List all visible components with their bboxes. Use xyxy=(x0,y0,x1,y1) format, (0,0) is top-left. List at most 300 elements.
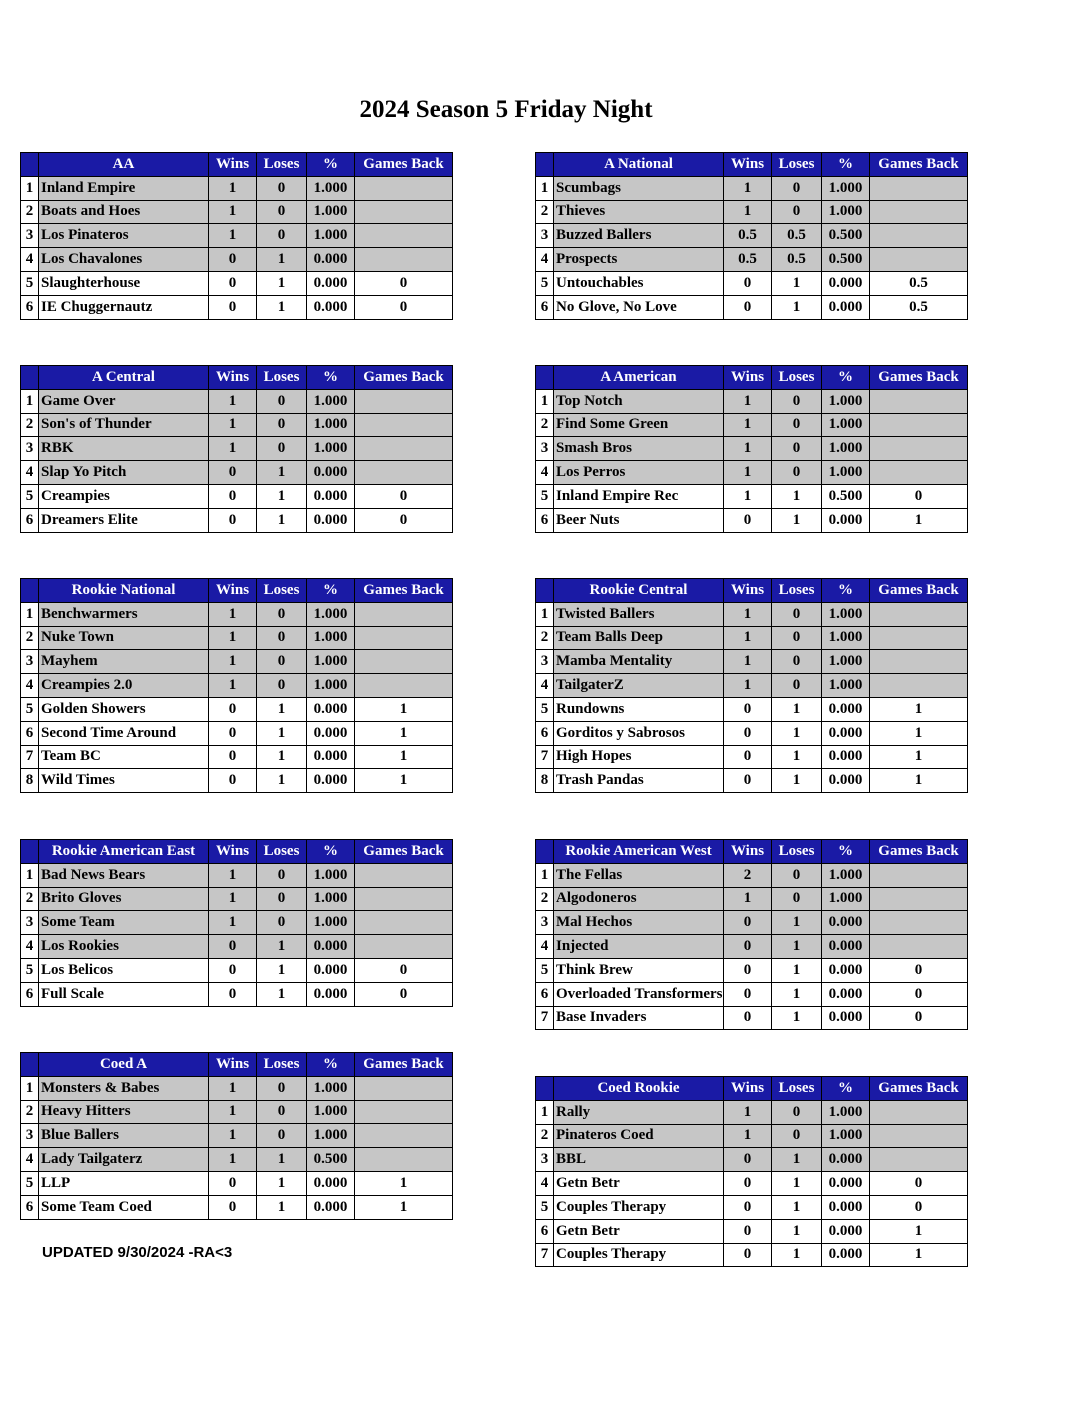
games-back-header: Games Back xyxy=(870,840,968,864)
wins-cell: 0 xyxy=(209,745,257,769)
standings-table-coed-rookie xyxy=(535,1076,968,1267)
pct-header: % xyxy=(307,579,355,603)
loses-cell: 1 xyxy=(257,697,307,721)
pct-cell: 1.000 xyxy=(307,602,355,626)
games-back-cell: 1 xyxy=(355,697,453,721)
loses-cell: 0 xyxy=(257,602,307,626)
rank-cell: 5 xyxy=(21,271,39,295)
loses-cell: 1 xyxy=(772,982,822,1006)
table-row xyxy=(21,935,453,959)
wins-cell: 0 xyxy=(724,1243,772,1267)
games-back-cell: 1 xyxy=(870,769,968,793)
wins-cell: 0 xyxy=(209,697,257,721)
loses-cell: 0 xyxy=(772,1100,822,1124)
loses-cell: 1 xyxy=(772,1006,822,1030)
pct-cell: 0.000 xyxy=(822,769,870,793)
team-name: Lady Tailgaterz xyxy=(39,1148,209,1172)
team-name: Gorditos y Sabrosos xyxy=(554,721,724,745)
table-row xyxy=(536,1172,968,1196)
games-back-cell xyxy=(355,602,453,626)
team-name: The Fellas xyxy=(554,863,724,887)
loses-cell: 1 xyxy=(772,484,822,508)
rank-cell: 1 xyxy=(536,863,554,887)
loses-cell: 0 xyxy=(257,650,307,674)
team-name: RBK xyxy=(39,437,209,461)
table-row xyxy=(21,697,453,721)
table-row xyxy=(21,1100,453,1124)
loses-header: Loses xyxy=(772,579,822,603)
team-name: Heavy Hitters xyxy=(39,1100,209,1124)
table-row xyxy=(536,200,968,224)
wins-cell: 1 xyxy=(209,887,257,911)
games-back-cell xyxy=(355,650,453,674)
team-name: High Hopes xyxy=(554,745,724,769)
table-row xyxy=(536,911,968,935)
page-title: 2024 Season 5 Friday Night xyxy=(359,96,653,123)
team-name: Benchwarmers xyxy=(39,602,209,626)
table-row xyxy=(21,1148,453,1172)
wins-cell: 1 xyxy=(724,437,772,461)
games-back-cell: 1 xyxy=(355,721,453,745)
wins-cell: 0 xyxy=(209,721,257,745)
table-row xyxy=(21,413,453,437)
games-back-cell xyxy=(870,935,968,959)
team-name: Beer Nuts xyxy=(554,508,724,532)
table-row xyxy=(536,271,968,295)
table-row xyxy=(21,1195,453,1219)
pct-cell: 1.000 xyxy=(822,176,870,200)
table-row xyxy=(536,1219,968,1243)
wins-cell: 0 xyxy=(724,295,772,319)
pct-cell: 0.000 xyxy=(822,745,870,769)
table-row xyxy=(21,911,453,935)
rank-header xyxy=(536,840,554,864)
team-name: Top Notch xyxy=(554,389,724,413)
pct-header: % xyxy=(822,1077,870,1101)
team-name: Son's of Thunder xyxy=(39,413,209,437)
wins-cell: 1 xyxy=(724,413,772,437)
wins-cell: 1 xyxy=(209,389,257,413)
pct-cell: 1.000 xyxy=(822,863,870,887)
team-name: Rundowns xyxy=(554,697,724,721)
loses-cell: 0 xyxy=(772,200,822,224)
wins-cell: 0 xyxy=(724,982,772,1006)
rank-cell: 4 xyxy=(21,674,39,698)
loses-cell: 1 xyxy=(257,461,307,485)
loses-cell: 0 xyxy=(772,461,822,485)
wins-cell: 1 xyxy=(209,863,257,887)
wins-cell: 0.5 xyxy=(724,224,772,248)
header-row xyxy=(536,840,968,864)
rank-cell: 2 xyxy=(536,626,554,650)
team-name: Blue Ballers xyxy=(39,1124,209,1148)
header-row xyxy=(536,579,968,603)
games-back-cell xyxy=(355,200,453,224)
pct-cell: 1.000 xyxy=(307,626,355,650)
rank-cell: 2 xyxy=(536,413,554,437)
pct-cell: 0.000 xyxy=(307,248,355,272)
loses-cell: 0 xyxy=(772,413,822,437)
pct-cell: 0.000 xyxy=(307,982,355,1006)
pct-cell: 1.000 xyxy=(307,200,355,224)
loses-cell: 1 xyxy=(772,911,822,935)
pct-cell: 1.000 xyxy=(822,650,870,674)
wins-cell: 1 xyxy=(724,484,772,508)
loses-cell: 1 xyxy=(257,1195,307,1219)
wins-cell: 2 xyxy=(724,863,772,887)
rank-cell: 5 xyxy=(21,1171,39,1195)
rank-cell: 4 xyxy=(536,935,554,959)
loses-cell: 0 xyxy=(772,176,822,200)
updated-note: UPDATED 9/30/2024 -RA<3 xyxy=(42,1244,233,1261)
games-back-header: Games Back xyxy=(355,153,453,177)
rank-header xyxy=(536,1077,554,1101)
rank-cell: 4 xyxy=(536,461,554,485)
loses-cell: 1 xyxy=(257,769,307,793)
standings-table-a-central xyxy=(20,365,453,533)
wins-cell: 0 xyxy=(724,271,772,295)
loses-cell: 1 xyxy=(257,1171,307,1195)
pct-cell: 0.000 xyxy=(822,295,870,319)
loses-header: Loses xyxy=(257,840,307,864)
team-name: Los Chavalones xyxy=(39,248,209,272)
loses-header: Loses xyxy=(772,366,822,390)
wins-header: Wins xyxy=(209,579,257,603)
team-name: Getn Betr xyxy=(554,1219,724,1243)
team-name: Twisted Ballers xyxy=(554,602,724,626)
rank-header xyxy=(21,840,39,864)
rank-cell: 2 xyxy=(536,1124,554,1148)
games-back-cell xyxy=(870,650,968,674)
wins-cell: 1 xyxy=(724,1124,772,1148)
pct-cell: 0.000 xyxy=(307,958,355,982)
wins-cell: 1 xyxy=(209,200,257,224)
loses-cell: 0 xyxy=(257,1124,307,1148)
team-name: Golden Showers xyxy=(39,697,209,721)
team-name: Bad News Bears xyxy=(39,863,209,887)
wins-cell: 1 xyxy=(209,437,257,461)
pct-cell: 0.000 xyxy=(307,271,355,295)
games-back-cell xyxy=(870,911,968,935)
pct-header: % xyxy=(822,366,870,390)
team-name: Inland Empire Rec xyxy=(554,484,724,508)
pct-cell: 0.000 xyxy=(822,1219,870,1243)
table-row xyxy=(21,1124,453,1148)
table-row xyxy=(536,1006,968,1030)
table-row xyxy=(536,887,968,911)
pct-cell: 0.000 xyxy=(822,1243,870,1267)
wins-cell: 1 xyxy=(209,650,257,674)
wins-header: Wins xyxy=(209,153,257,177)
rank-cell: 3 xyxy=(21,437,39,461)
rank-header xyxy=(21,366,39,390)
table-row xyxy=(536,958,968,982)
table-row xyxy=(536,176,968,200)
pct-cell: 0.000 xyxy=(822,1195,870,1219)
wins-cell: 1 xyxy=(209,176,257,200)
pct-cell: 1.000 xyxy=(307,413,355,437)
standings-table-rookie-central xyxy=(535,578,968,793)
games-back-cell xyxy=(355,911,453,935)
wins-cell: 1 xyxy=(209,1100,257,1124)
rank-cell: 4 xyxy=(21,248,39,272)
pct-cell: 0.000 xyxy=(307,508,355,532)
pct-cell: 1.000 xyxy=(307,224,355,248)
rank-cell: 7 xyxy=(536,1243,554,1267)
loses-cell: 0 xyxy=(257,437,307,461)
team-name: Brito Gloves xyxy=(39,887,209,911)
table-row xyxy=(21,745,453,769)
games-back-cell: 1 xyxy=(355,1171,453,1195)
rank-cell: 5 xyxy=(536,958,554,982)
table-row xyxy=(536,674,968,698)
rank-cell: 4 xyxy=(536,248,554,272)
loses-cell: 0 xyxy=(772,1124,822,1148)
loses-cell: 0 xyxy=(772,674,822,698)
rank-cell: 4 xyxy=(21,935,39,959)
rank-cell: 5 xyxy=(536,697,554,721)
table-row xyxy=(21,271,453,295)
loses-cell: 1 xyxy=(772,935,822,959)
wins-cell: 0.5 xyxy=(724,248,772,272)
wins-header: Wins xyxy=(724,840,772,864)
games-back-cell: 0 xyxy=(870,484,968,508)
team-name: Rally xyxy=(554,1100,724,1124)
table-row xyxy=(536,437,968,461)
division-name: AA xyxy=(39,153,209,177)
division-name: Rookie American West xyxy=(554,840,724,864)
games-back-cell xyxy=(870,389,968,413)
team-name: Los Rookies xyxy=(39,935,209,959)
loses-cell: 0.5 xyxy=(772,224,822,248)
pct-cell: 1.000 xyxy=(307,911,355,935)
pct-cell: 1.000 xyxy=(307,1100,355,1124)
division-name: Rookie Central xyxy=(554,579,724,603)
team-name: Los Pinateros xyxy=(39,224,209,248)
wins-cell: 1 xyxy=(209,602,257,626)
pct-cell: 1.000 xyxy=(822,461,870,485)
games-back-cell: 0 xyxy=(870,1172,968,1196)
table-row xyxy=(536,602,968,626)
pct-cell: 1.000 xyxy=(822,1124,870,1148)
loses-cell: 0 xyxy=(257,200,307,224)
table-row xyxy=(536,935,968,959)
games-back-header: Games Back xyxy=(870,579,968,603)
games-back-cell xyxy=(355,176,453,200)
games-back-cell: 0 xyxy=(355,958,453,982)
wins-cell: 1 xyxy=(724,389,772,413)
rank-cell: 4 xyxy=(536,1172,554,1196)
header-row xyxy=(21,1053,453,1077)
wins-cell: 0 xyxy=(209,508,257,532)
team-name: Injected xyxy=(554,935,724,959)
loses-cell: 1 xyxy=(257,935,307,959)
games-back-cell: 0 xyxy=(355,982,453,1006)
pct-cell: 1.000 xyxy=(822,626,870,650)
rank-cell: 1 xyxy=(21,602,39,626)
wins-cell: 0 xyxy=(209,484,257,508)
games-back-cell: 1 xyxy=(870,1219,968,1243)
loses-cell: 0 xyxy=(772,650,822,674)
wins-cell: 1 xyxy=(209,413,257,437)
table-row xyxy=(536,769,968,793)
pct-header: % xyxy=(822,153,870,177)
rank-cell: 3 xyxy=(21,224,39,248)
table-row xyxy=(21,484,453,508)
loses-header: Loses xyxy=(772,1077,822,1101)
pct-cell: 1.000 xyxy=(822,674,870,698)
team-name: Base Invaders xyxy=(554,1006,724,1030)
wins-cell: 0 xyxy=(209,769,257,793)
rank-cell: 4 xyxy=(21,461,39,485)
header-row xyxy=(536,1077,968,1101)
table-row xyxy=(21,1076,453,1100)
rank-cell: 6 xyxy=(536,982,554,1006)
pct-header: % xyxy=(307,366,355,390)
rank-cell: 2 xyxy=(21,887,39,911)
division-name: Coed A xyxy=(39,1053,209,1077)
games-back-cell: 0.5 xyxy=(870,271,968,295)
table-row xyxy=(21,224,453,248)
team-name: Monsters & Babes xyxy=(39,1076,209,1100)
rank-cell: 1 xyxy=(536,176,554,200)
games-back-cell xyxy=(355,626,453,650)
loses-cell: 1 xyxy=(772,295,822,319)
games-back-cell xyxy=(355,863,453,887)
wins-cell: 1 xyxy=(209,911,257,935)
team-name: Algodoneros xyxy=(554,887,724,911)
header-row xyxy=(21,366,453,390)
pct-cell: 0.500 xyxy=(307,1148,355,1172)
games-back-cell xyxy=(355,1124,453,1148)
loses-cell: 1 xyxy=(257,508,307,532)
loses-cell: 0 xyxy=(772,389,822,413)
games-back-header: Games Back xyxy=(870,1077,968,1101)
table-row xyxy=(536,1195,968,1219)
rank-cell: 7 xyxy=(536,745,554,769)
loses-cell: 1 xyxy=(772,1243,822,1267)
team-name: Couples Therapy xyxy=(554,1195,724,1219)
games-back-cell xyxy=(355,887,453,911)
team-name: Nuke Town xyxy=(39,626,209,650)
table-row xyxy=(536,863,968,887)
wins-cell: 1 xyxy=(209,1148,257,1172)
rank-cell: 6 xyxy=(21,1195,39,1219)
rank-cell: 6 xyxy=(536,508,554,532)
division-name: Rookie National xyxy=(39,579,209,603)
rank-header xyxy=(21,1053,39,1077)
pct-cell: 1.000 xyxy=(307,389,355,413)
loses-header: Loses xyxy=(772,840,822,864)
pct-cell: 1.000 xyxy=(822,602,870,626)
games-back-cell: 0.5 xyxy=(870,295,968,319)
loses-cell: 1 xyxy=(257,982,307,1006)
loses-cell: 0 xyxy=(772,626,822,650)
games-back-cell xyxy=(355,413,453,437)
wins-cell: 0 xyxy=(724,1172,772,1196)
pct-cell: 0.000 xyxy=(822,697,870,721)
wins-cell: 1 xyxy=(724,1100,772,1124)
header-row xyxy=(21,840,453,864)
pct-cell: 0.000 xyxy=(822,935,870,959)
pct-cell: 0.000 xyxy=(307,745,355,769)
team-name: Find Some Green xyxy=(554,413,724,437)
wins-cell: 1 xyxy=(724,626,772,650)
pct-cell: 1.000 xyxy=(307,650,355,674)
standings-table-rookie-national xyxy=(20,578,453,793)
team-name: Boats and Hoes xyxy=(39,200,209,224)
loses-cell: 1 xyxy=(257,958,307,982)
pct-cell: 1.000 xyxy=(307,437,355,461)
loses-cell: 1 xyxy=(772,1172,822,1196)
table-row xyxy=(536,461,968,485)
table-row xyxy=(536,697,968,721)
wins-cell: 0 xyxy=(209,248,257,272)
loses-cell: 1 xyxy=(772,271,822,295)
rank-cell: 3 xyxy=(536,1148,554,1172)
games-back-header: Games Back xyxy=(870,153,968,177)
team-name: Untouchables xyxy=(554,271,724,295)
table-row xyxy=(21,1171,453,1195)
team-name: Inland Empire xyxy=(39,176,209,200)
rank-cell: 6 xyxy=(536,295,554,319)
rank-cell: 2 xyxy=(21,626,39,650)
team-name: TailgaterZ xyxy=(554,674,724,698)
games-back-cell xyxy=(355,389,453,413)
pct-cell: 1.000 xyxy=(307,863,355,887)
table-row xyxy=(536,1100,968,1124)
team-name: Think Brew xyxy=(554,958,724,982)
pct-cell: 0.000 xyxy=(307,295,355,319)
loses-cell: 0 xyxy=(257,626,307,650)
pct-header: % xyxy=(822,840,870,864)
wins-cell: 0 xyxy=(209,1195,257,1219)
wins-header: Wins xyxy=(724,1077,772,1101)
wins-cell: 0 xyxy=(724,745,772,769)
wins-header: Wins xyxy=(209,1053,257,1077)
team-name: LLP xyxy=(39,1171,209,1195)
team-name: Smash Bros xyxy=(554,437,724,461)
wins-cell: 0 xyxy=(724,769,772,793)
table-row xyxy=(536,721,968,745)
team-name: Buzzed Ballers xyxy=(554,224,724,248)
games-back-cell xyxy=(870,1124,968,1148)
table-row xyxy=(21,389,453,413)
pct-cell: 0.000 xyxy=(822,1006,870,1030)
games-back-cell xyxy=(355,461,453,485)
rank-cell: 1 xyxy=(536,1100,554,1124)
wins-cell: 1 xyxy=(724,200,772,224)
team-name: Team BC xyxy=(39,745,209,769)
games-back-cell xyxy=(870,176,968,200)
table-row xyxy=(21,887,453,911)
wins-cell: 1 xyxy=(724,602,772,626)
loses-cell: 0 xyxy=(257,389,307,413)
rank-cell: 1 xyxy=(536,602,554,626)
rank-cell: 3 xyxy=(536,650,554,674)
loses-cell: 0 xyxy=(772,887,822,911)
pct-header: % xyxy=(307,1053,355,1077)
games-back-cell xyxy=(355,674,453,698)
rank-cell: 3 xyxy=(536,437,554,461)
wins-cell: 0 xyxy=(209,461,257,485)
games-back-cell: 1 xyxy=(870,745,968,769)
division-name: A National xyxy=(554,153,724,177)
rank-cell: 5 xyxy=(536,1195,554,1219)
loses-header: Loses xyxy=(257,1053,307,1077)
rank-cell: 3 xyxy=(21,1124,39,1148)
games-back-cell xyxy=(870,887,968,911)
